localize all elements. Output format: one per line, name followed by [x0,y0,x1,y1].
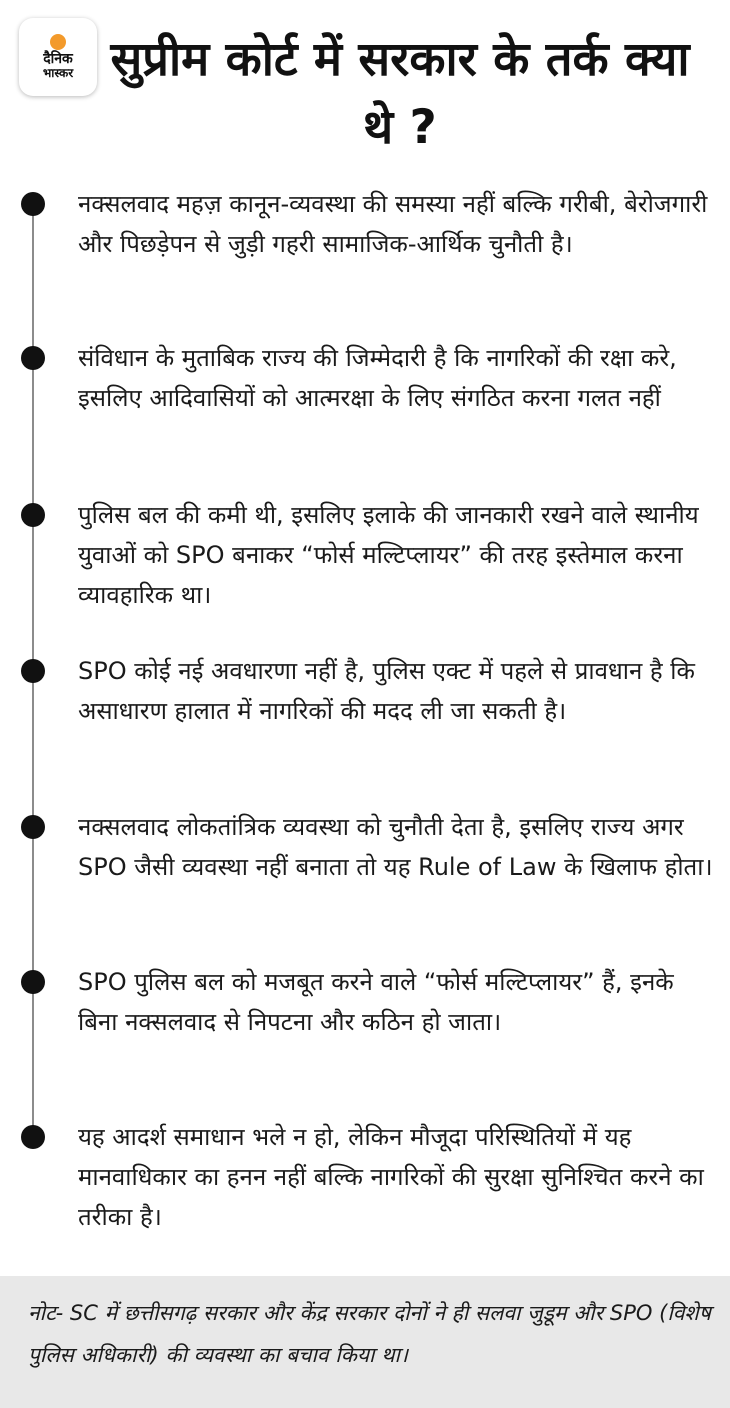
bullet-dot [21,192,45,216]
argument-text-3: पुलिस बल की कमी थी, इसलिए इलाके की जानकारी रखने वाले स्थानीय युवाओं को SPO बनाकर “फोर्स मल्टिप्लायर” की तरह इस्तेमाल करना व्यावहारिक था। [78,501,699,609]
argument-text-2: संविधान के मुताबिक राज्य की जिम्मेदारी है कि नागरिकों की रक्षा करे, इसलिए आदिवासियों को आत्मरक्षा के लिए संगठित करना गलत नहीं [78,344,677,412]
bullet-dot [21,503,45,527]
dainik-bhaskar-logo [19,18,97,96]
sun-icon [50,34,66,50]
note-box [0,1276,730,1408]
bullet-dot [21,346,45,370]
argument-text-5: नक्सलवाद लोकतांत्रिक व्यवस्था को चुनौती देता है, इसलिए राज्य अगर SPO जैसी व्यवस्था नहीं बनाता तो यह Rule of Law के खिलाफ होता। [78,813,713,881]
argument-text-4: SPO कोई नई अवधारणा नहीं है, पुलिस एक्ट में पहले से प्रावधान है कि असाधारण हालात में नागरिकों की मदद ली जा सकती है। [78,657,695,725]
argument-text-6: SPO पुलिस बल को मजबूत करने वाले “फोर्स मल्टिप्लायर” हैं, इनके बिना नक्सलवाद से निपटना और कठिन हो जाता। [78,968,674,1036]
argument-text-1: नक्सलवाद महज़ कानून-व्यवस्था की समस्या नहीं बल्कि गरीबी, बेरोजगारी और पिछड़ेपन से जुड़ी गहरी सामाजिक-आर्थिक चुनौती है। [78,190,708,258]
page-title: सुप्रीम कोर्ट में सरकार के तर्क क्या थे ? [110,32,690,155]
bullet-dot [21,815,45,839]
note-text: नोट- SC में छत्तीसगढ़ सरकार और केंद्र सरकार दोनों ने ही सलवा जुडूम और SPO (विशेष पुलिस अधिकारी) की व्यवस्था का बचाव किया था। [28,1301,711,1367]
logo-text-line1: दैनिक [43,51,73,68]
logo-text-line2: भास्कर [42,66,74,81]
bullet-dot [21,970,45,994]
bullet-dot [21,659,45,683]
argument-text-7: यह आदर्श समाधान भले न हो, लेकिन मौजूदा परिस्थितियों में यह मानवाधिकार का हनन नहीं बल्कि नागरिकों की सुरक्षा सुनिश्चित करने का तरीका है। [78,1123,704,1231]
bullet-dot [21,1125,45,1149]
